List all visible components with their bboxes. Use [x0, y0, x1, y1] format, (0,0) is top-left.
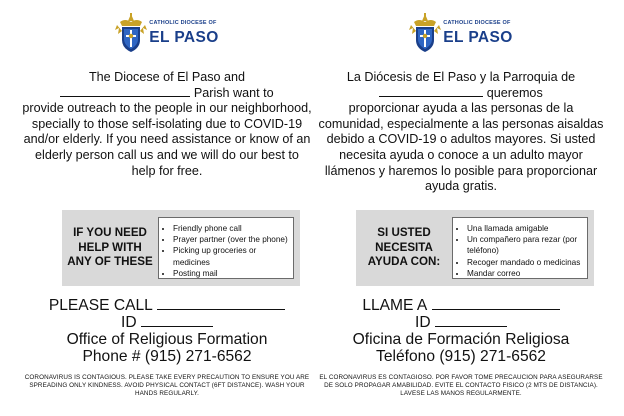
list-item: • Picking up groceries or medicines: [173, 245, 289, 267]
id-blank: [141, 314, 213, 327]
list-item: • Friendly phone call: [173, 223, 289, 234]
phone-number: Phone # (915) 271-6562: [82, 348, 252, 365]
diocese-logo: [22, 10, 312, 56]
list-item: • Posting mail: [173, 268, 289, 279]
safety-notice: EL CORONAVIRUS ES CONTAGIOSO. POR FAVOR TOME PRECAUCION PARA ASEGURARSE DE SOLO PROPAGAR AMABILIDAD. EVITE EL CONTACTO FISICO (2 MTS DE DISTANCIA). LAVESE LAS MANOS REGULARMENTE.: [319, 374, 603, 397]
logo-big-text: EL PASO: [149, 28, 219, 46]
list-item: • Una llamada amigable: [467, 223, 583, 234]
list-item: • Prayer partner (over the phone): [173, 234, 289, 245]
phone-blank: [157, 297, 285, 310]
office-name: Oficina de Formación Religiosa: [352, 331, 570, 348]
logo-small-text: CATHOLIC DIOCESE OF: [149, 20, 217, 26]
intro-paragraph: [316, 70, 606, 195]
phone-blank: [432, 297, 560, 310]
intro-line-2: Parish want to: [22, 86, 312, 102]
help-box-title: IF YOU NEED HELP WITH ANY OF THESE: [67, 226, 153, 269]
help-box: [356, 210, 594, 286]
english-flyer: [22, 0, 312, 416]
id-line: ID: [316, 314, 606, 331]
help-list: [452, 217, 588, 279]
intro-line-1: La Diócesis de El Paso y la Parroquia de: [346, 70, 576, 84]
logo-big-text: EL PASO: [443, 28, 513, 46]
list-item: • Un compañero para rezar (por teléfono): [467, 234, 583, 256]
list-item: • Recoger mandado o medicinas: [467, 257, 583, 268]
office-name: Office of Religious Formation: [66, 331, 268, 348]
logo-small-text: CATHOLIC DIOCESE OF: [443, 20, 511, 26]
intro-paragraph: [22, 70, 312, 179]
parish-blank: [60, 86, 190, 97]
contact-block: [316, 297, 606, 365]
diocese-logo: [316, 10, 606, 56]
spanish-flyer: [316, 0, 606, 416]
safety-notice: CORONAVIRUS IS CONTAGIOUS. PLEASE TAKE EVERY PRECAUTION TO ENSURE YOU ARE SPREADING ONLY KINDNESS. AVOID PHYSICAL CONTACT (6FT DISTANCE). WASH YOUR HANDS REGULARLY.: [24, 374, 310, 397]
contact-block: [22, 297, 312, 365]
phone-number: Teléfono (915) 271-6562: [376, 348, 546, 365]
list-item: • Mandar correo: [467, 268, 583, 279]
intro-line-2: queremos: [316, 86, 606, 102]
intro-line-1: The Diocese of El Paso and: [88, 70, 246, 84]
id-blank: [435, 314, 507, 327]
intro-body: provide outreach to the people in our neighborhood, specially to those self-isolating due to COVID-19 and/or elderly. If you need assistance or know of an elderly person call us and we will do our best to help for free.: [22, 101, 312, 178]
diocese-crest-icon: [409, 12, 441, 54]
please-call-line: PLEASE CALL: [22, 297, 312, 314]
parish-blank: [379, 86, 483, 97]
help-list: [158, 217, 294, 279]
help-box-title: SI USTED NECESITA AYUDA CON:: [367, 226, 441, 269]
id-line: ID: [22, 314, 312, 331]
help-box: [62, 210, 300, 286]
please-call-line: LLAME A: [316, 297, 606, 314]
diocese-crest-icon: [115, 12, 147, 54]
intro-body: proporcionar ayuda a las personas de la comunidad, especialmente a las personas aisaldas debido a COVID-19 o adultos mayores. Si usted necesita ayuda o conoce a un adulto mayor llámenos y haremos lo posible para proporcionar ayuda gratis.: [318, 101, 604, 194]
